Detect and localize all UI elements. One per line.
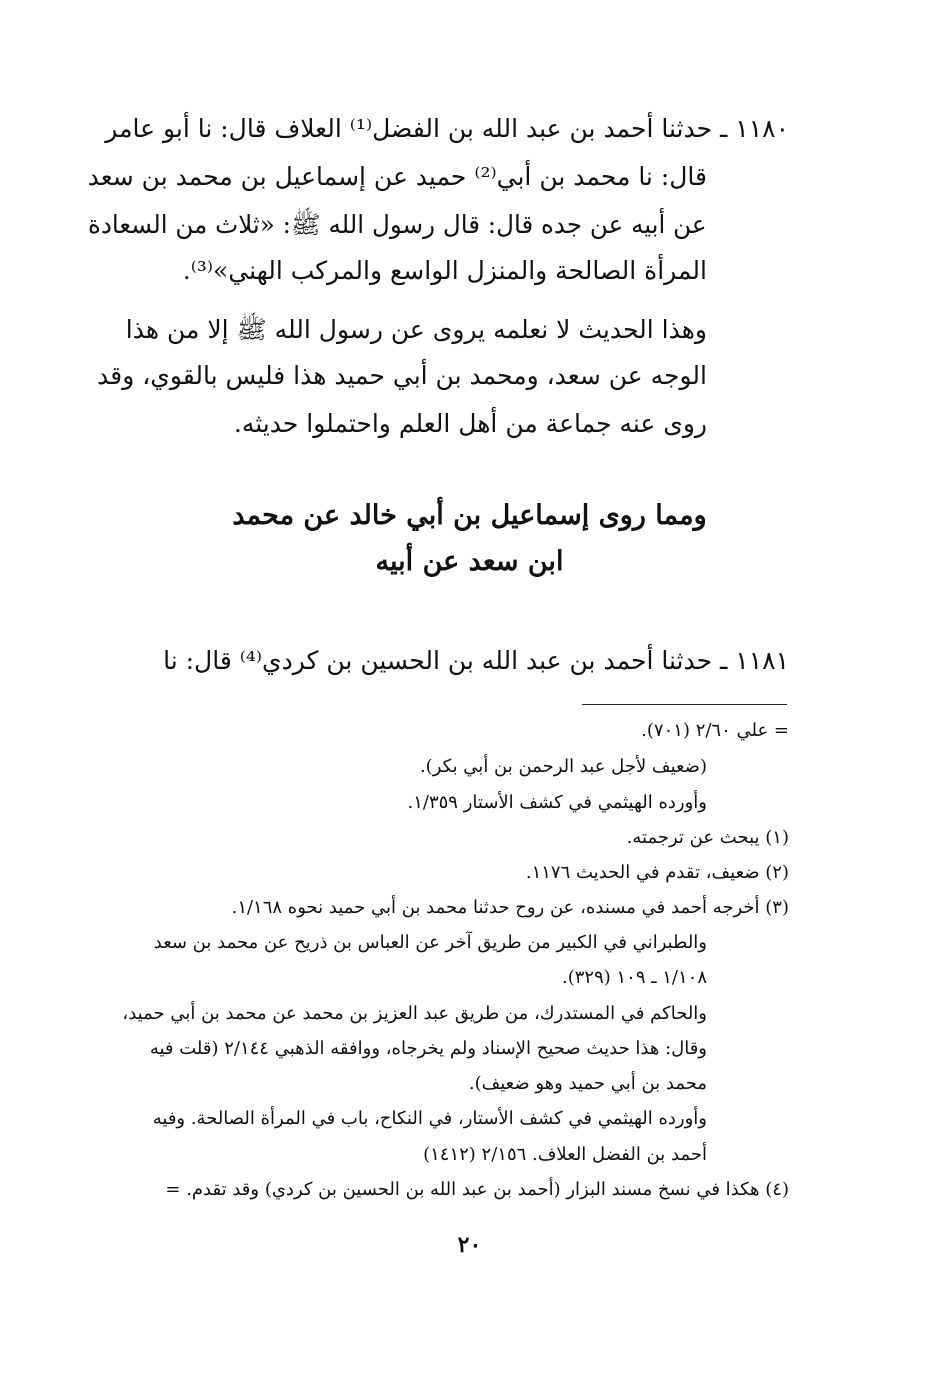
footnote-line: والحاكم في المستدرك، من طريق عبد العزيز بن محمد عن محمد بن أبي حميد، [122, 1003, 707, 1024]
footnote-line: محمد بن أبي حميد وهو ضعيف). [468, 1073, 707, 1094]
commentary-line-1: وهذا الحديث لا نعلمه يروى عن رسول الله ﷺ إلا من هذا [125, 315, 707, 344]
footnote-line: (١) يبحث عن ترجمته. [626, 827, 789, 848]
footnote-line: والطبراني في الكبير من طريق آخر عن العباس بن ذريح عن محمد بن سعد [153, 932, 707, 953]
hadith-1180-line-3: عن أبيه عن جده قال: قال رسول الله ﷺ: «ثلاث من السعادة [88, 210, 707, 239]
footnote-line: (٣) أخرجه أحمد في مسنده، عن روح حدثنا محمد بن أبي حميد نحوه ١/١٦٨. [231, 897, 789, 918]
footnote-line: وقال: هذا حديث صحيح الإسناد ولم يخرجاه، ووافقه الذهبي ٢/١٤٤ (قلت فيه [149, 1038, 707, 1059]
footnote-line: = علي ٢/٦٠ (٧٠١). [641, 720, 789, 741]
footnote-line: ١/١٠٨ ـ ١٠٩ (٣٢٩). [562, 967, 707, 988]
footnote-line: أحمد بن الفضل العلاف. ٢/١٥٦ (١٤١٢) [423, 1144, 707, 1165]
hadith-1180-line-2: قال: نا محمد بن أبي⁽²⁾ حميد عن إسماعيل بن محمد بن سعد [87, 162, 707, 191]
commentary-line-2: الوجه عن سعد، ومحمد بن أبي حميد هذا فليس بالقوي، وقد [97, 361, 707, 390]
section-heading-line-1: ومما روى إسماعيل بن أبي خالد عن محمد [232, 500, 707, 531]
footnote-separator [582, 704, 787, 705]
footnote-line: وأورده الهيثمي في كشف الأستار ١/٣٥٩. [407, 792, 707, 813]
page-number: ٢٠ [457, 1232, 482, 1258]
footnote-line: (٤) هكذا في نسخ مسند البزار (أحمد بن عبد الله بن الحسين بن كردي) وقد تقدم. = [165, 1179, 789, 1200]
hadith-1180-line-4: المرأة الصالحة والمنزل الواسع والمركب الهني»⁽³⁾. [182, 256, 707, 285]
footnote-line: وأورده الهيثمي في كشف الأستار، في النكاح، باب في المرأة الصالحة. وفيه [152, 1108, 707, 1129]
footnote-line: (٢) ضعيف، تقدم في الحديث ١١٧٦. [525, 862, 789, 883]
footnote-line: (ضعيف لأجل عبد الرحمن بن أبي بكر). [419, 756, 707, 777]
hadith-1181-line-1: ١١٨١ ـ حدثنا أحمد بن عبد الله بن الحسين بن كردي⁽⁴⁾ قال: نا [163, 646, 789, 675]
hadith-1180-line-1: ١١٨٠ ـ حدثنا أحمد بن عبد الله بن الفضل⁽¹⁾ العلاف قال: نا أبو عامر [105, 114, 789, 143]
section-heading-line-2: ابن سعد عن أبيه [375, 546, 564, 577]
commentary-line-3: روى عنه جماعة من أهل العلم واحتملوا حديثه. [233, 409, 707, 438]
